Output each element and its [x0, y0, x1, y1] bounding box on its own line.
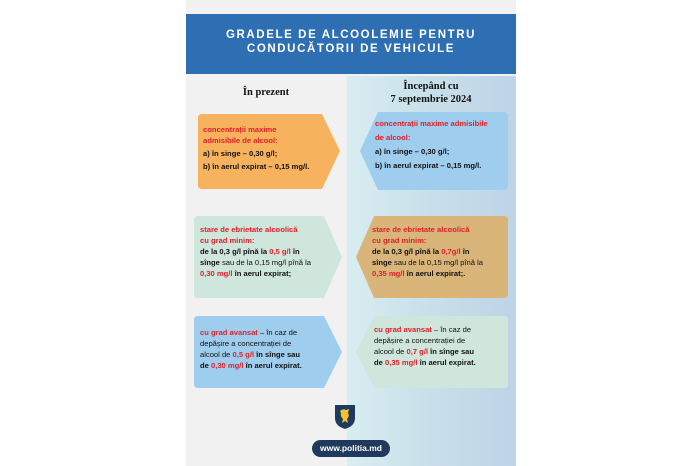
left-box2-title-a: stare de ebrietate alcoolică — [200, 225, 298, 234]
right-box3-l4b: 0,35 mg/l — [384, 358, 418, 367]
right-box2-l1b: 0,7g/l — [441, 247, 461, 256]
left-box2-title-b: cu grad minim: — [200, 236, 255, 245]
left-box3-l4c: în aerul expirat. — [243, 361, 302, 370]
left-box3-l3c: în sînge sau — [254, 350, 301, 359]
poster — [186, 0, 516, 466]
right-box1-title-b: de alcool: — [375, 133, 411, 142]
website-link[interactable]: www.politia.md — [312, 440, 390, 457]
right-box2-text — [372, 224, 506, 279]
right-box3-l2: depășire a concentrației de — [374, 336, 466, 345]
police-emblem-icon — [333, 404, 357, 430]
left-box3-l3a: alcool de — [200, 350, 233, 359]
right-box1-line2: b) în aerul expirat – 0,15 mg/l. — [375, 161, 482, 170]
left-box1-text — [203, 124, 331, 172]
header-title-line2: CONDUCĂTORII DE VEHICULE — [246, 43, 456, 55]
left-box2-text — [200, 224, 330, 279]
left-box3-l3b: 0,5 g/l — [232, 350, 255, 359]
right-box2-l1c: în — [460, 247, 470, 256]
right-title-line1: Începând cu — [403, 81, 459, 92]
right-column-title — [356, 80, 506, 106]
right-box3-l3b: 0,7 g/l — [406, 347, 429, 356]
right-box2-l1a: de la 0,3 g/l pînă la — [372, 247, 442, 256]
left-box3-l2: depășire a concentrației de — [200, 339, 292, 348]
right-box2-l3b: în aerul expirat;. — [404, 269, 466, 278]
left-box3-text — [200, 327, 328, 371]
right-box3-l4a: de — [374, 358, 385, 367]
right-box2-l3a: 0,35 mg/l — [372, 269, 405, 278]
left-column-title: În prezent — [242, 87, 290, 98]
right-box1-title-a: concentrații maxime admisibile — [375, 119, 488, 128]
left-box1-title-b: admisibile de alcool: — [203, 136, 278, 145]
right-box1-text — [375, 118, 503, 171]
left-box1-line1: a) în singe – 0,30 g/l; — [203, 149, 278, 158]
right-box1-line1: a) în singe – 0,30 g/l; — [375, 147, 450, 156]
right-box2-title-b: cu grad minim: — [372, 236, 427, 245]
right-box3-l1a: cu grad avansat — [374, 325, 432, 334]
left-box2-l1b: 0,5 g/l — [269, 247, 291, 256]
left-box3-l4b: 0,30 mg/l — [210, 361, 244, 370]
left-box2-l3b: în aerul expirat; — [232, 269, 292, 278]
header-title-line1: GRADELE DE ALCOOLEMIE PENTRU — [225, 29, 477, 41]
left-box2-l2b: sau de la 0,15 mg/l pînă la — [219, 258, 312, 267]
right-box3-l3c: în sînge sau — [428, 347, 475, 356]
left-box3-l1a: cu grad avansat — [200, 328, 258, 337]
left-box2-l2a: sînge — [200, 258, 220, 267]
right-box3-l4c: în aerul expirat. — [417, 358, 476, 367]
right-box2-title-a: stare de ebrietate alcoolică — [372, 225, 470, 234]
left-box2-l3a: 0,30 mg/l — [200, 269, 233, 278]
right-box3-l3a: alcool de — [374, 347, 407, 356]
right-box2-l2a: sînge — [372, 258, 392, 267]
right-box3-l1b: – în caz de — [431, 325, 472, 334]
right-box3-text — [374, 324, 504, 368]
left-box3-l4a: de — [200, 361, 211, 370]
left-box3-l1b: – în caz de — [257, 328, 298, 337]
left-box1-line2: b) în aerul expirat – 0,15 mg/l. — [203, 162, 310, 171]
right-title-line2: 7 septembrie 2024 — [390, 94, 472, 105]
right-box2-l2b: sau de la 0,15 mg/l pînă la — [391, 258, 484, 267]
poster-header — [186, 14, 516, 74]
left-box2-l1a: de la 0,3 g/l pînă la — [200, 247, 270, 256]
left-box2-l1c: în — [290, 247, 300, 256]
left-box1-title-a: concentrații maxime — [203, 125, 277, 134]
